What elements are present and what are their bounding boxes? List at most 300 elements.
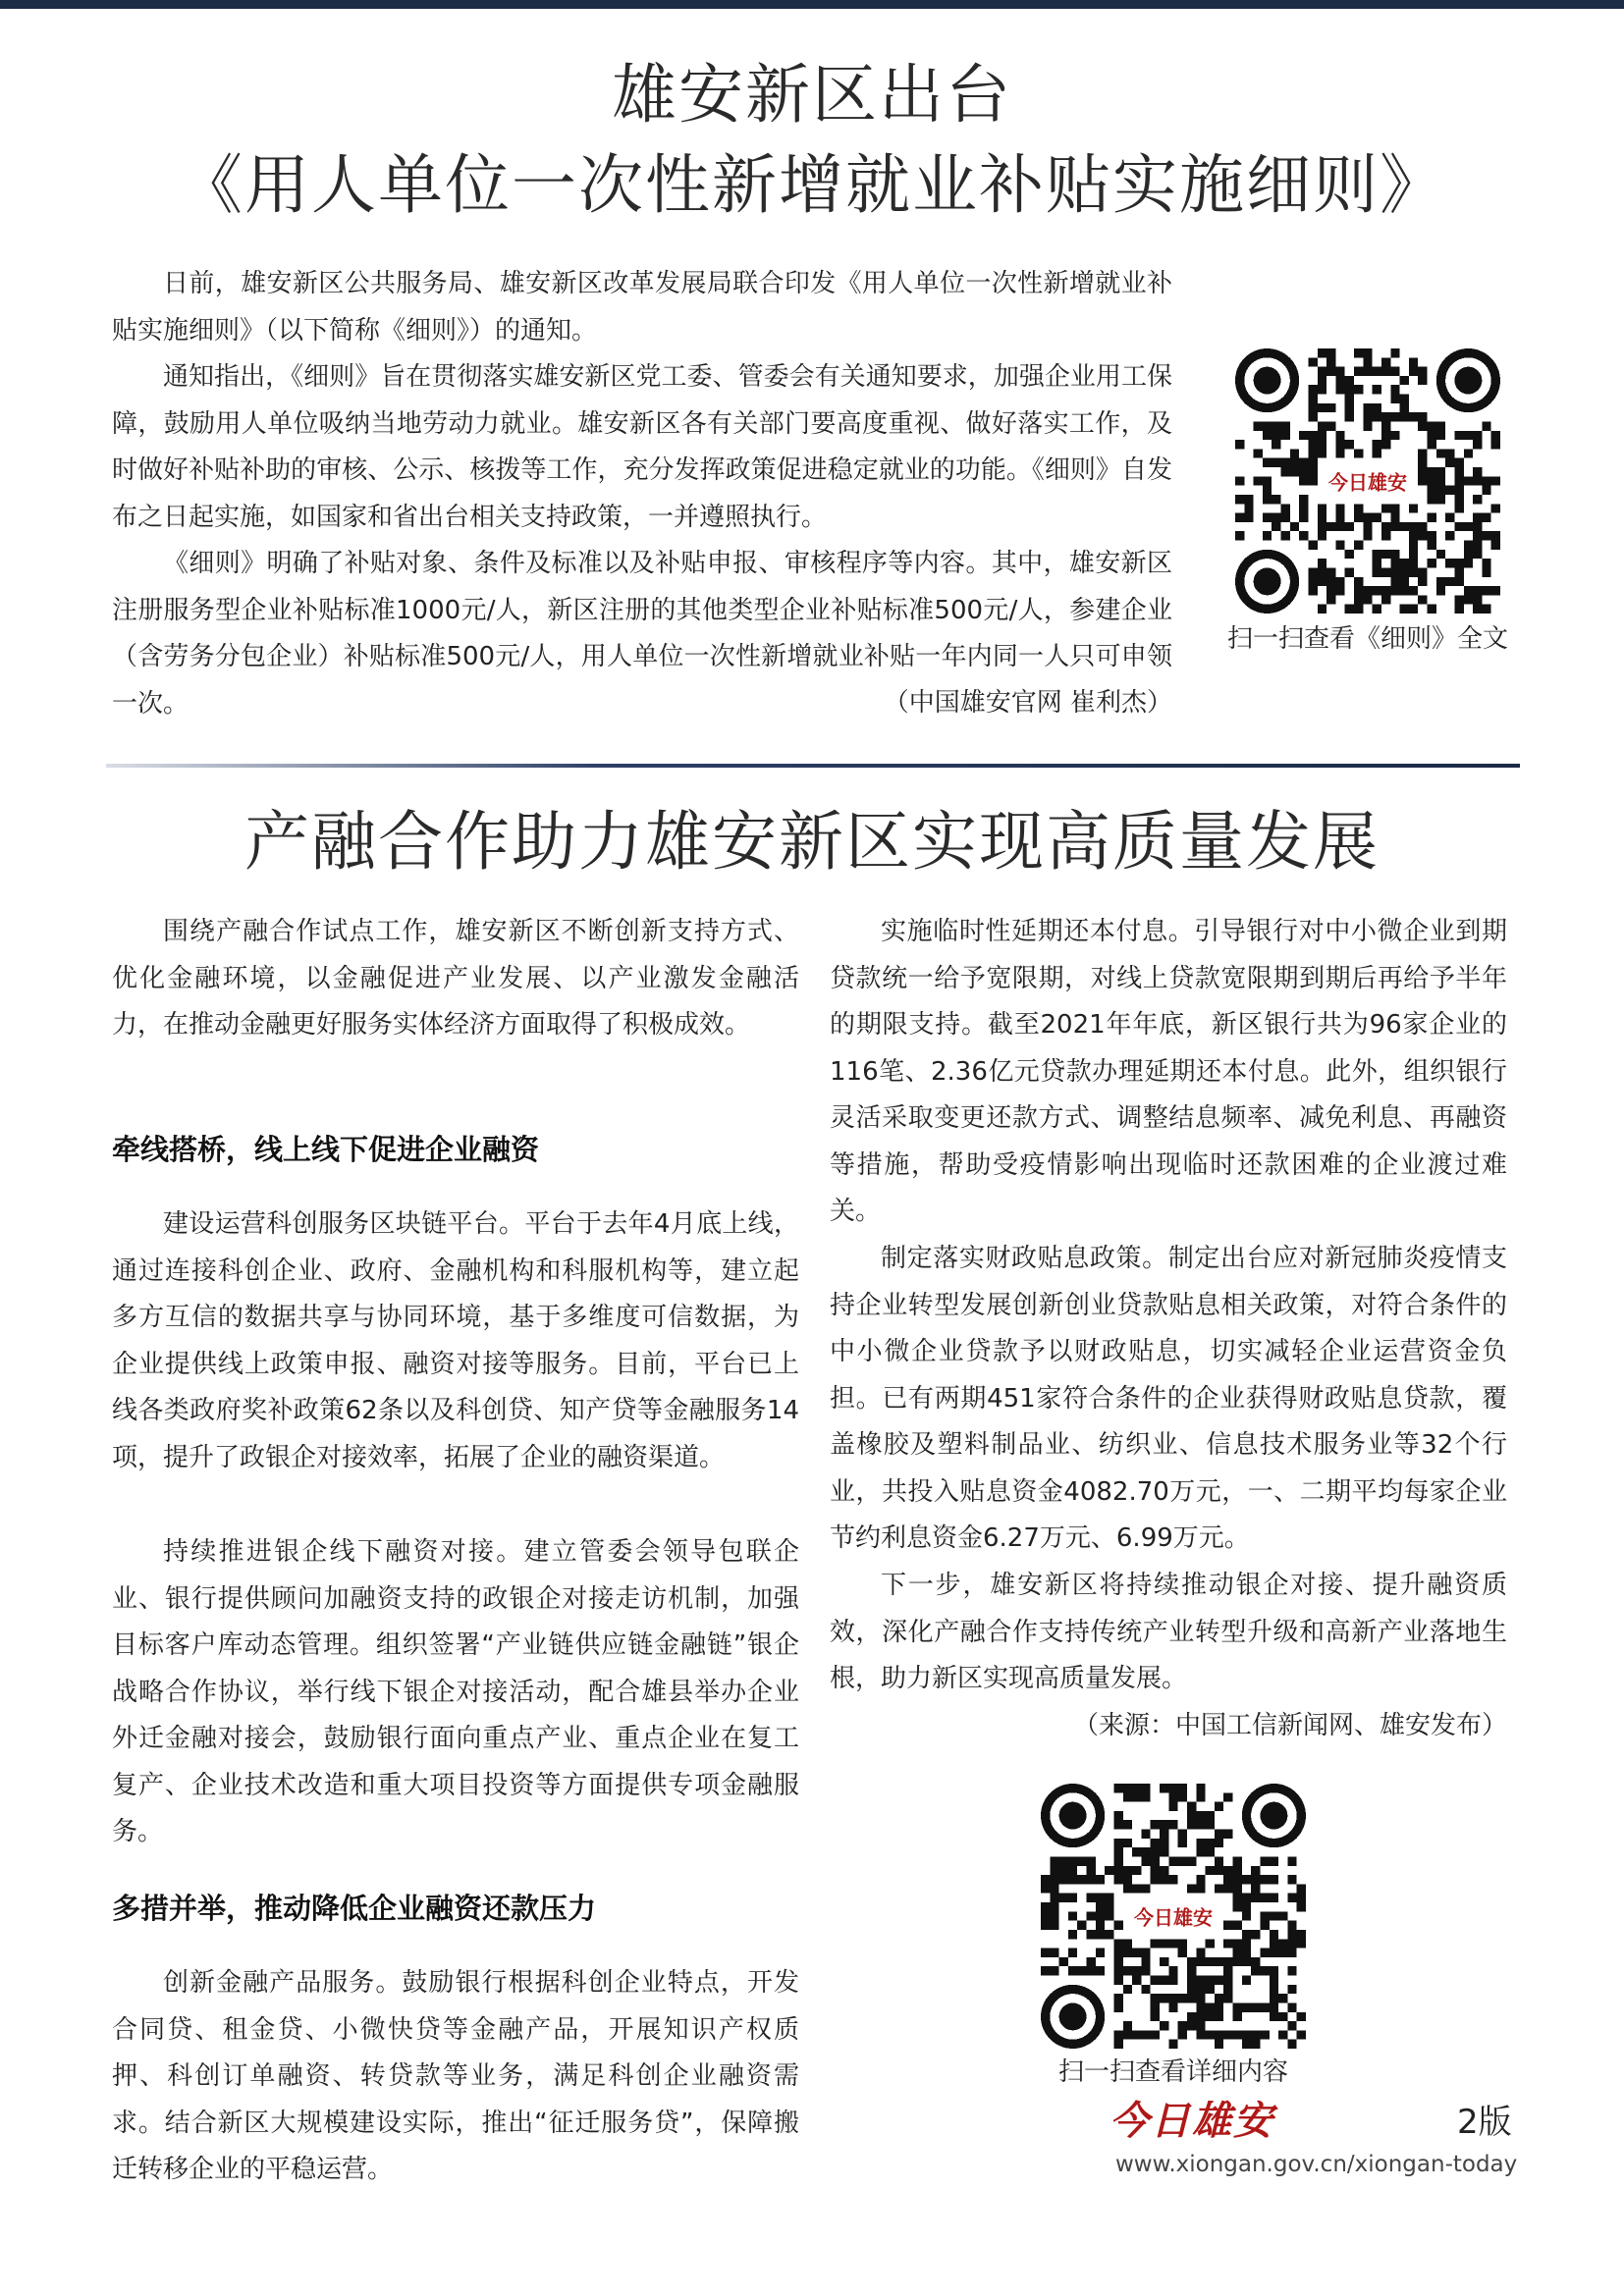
qr-module (1141, 1884, 1150, 1893)
qr-module (1178, 1856, 1187, 1865)
qr-module (1233, 1894, 1242, 1902)
qr-module (1123, 1839, 1132, 1847)
qr-module (1187, 1820, 1196, 1829)
qr-module (1123, 1875, 1132, 1884)
article1-title-line2: 《用人单位一次性新增就业补贴实施细则》 (178, 147, 1446, 223)
qr-module (1235, 495, 1244, 504)
qr-module (1178, 1949, 1187, 1957)
qr-module (1335, 440, 1344, 449)
qr-module (1242, 1911, 1251, 1920)
qr-module (1318, 567, 1326, 576)
qr-module (1473, 605, 1482, 614)
qr-module (1318, 449, 1326, 457)
qr-module (1473, 440, 1482, 449)
qr-module (1168, 1792, 1177, 1801)
qr-module (1096, 1875, 1105, 1884)
qr-module (1233, 1902, 1242, 1911)
qr-module (1409, 357, 1418, 366)
qr-module (1151, 2002, 1160, 2011)
qr-module (1299, 458, 1308, 467)
qr-module (1418, 376, 1427, 385)
qr-module (1113, 1784, 1122, 1792)
qr-module (1187, 1957, 1196, 1966)
qr-module (1482, 421, 1490, 430)
qr-module (1345, 403, 1354, 412)
qr-module (1187, 1994, 1196, 2002)
qr-module (1223, 1875, 1232, 1884)
qr-module (1400, 403, 1409, 412)
qr-module (1491, 531, 1500, 540)
qr-module (1318, 385, 1326, 394)
qr-module (1160, 1820, 1168, 1829)
qr-module (1187, 2021, 1196, 2030)
qr-module (1242, 2002, 1251, 2011)
qr-module (1428, 559, 1436, 567)
qr-module (1363, 513, 1372, 522)
qr-module (1278, 1994, 1287, 2002)
qr-module (1196, 1884, 1205, 1893)
qr-module (1428, 495, 1436, 504)
qr-module (1242, 1949, 1251, 1957)
qr-module (1297, 1894, 1306, 1902)
qr-module (1178, 1830, 1187, 1839)
qr-module (1242, 1894, 1251, 1902)
qr-module (1454, 486, 1463, 495)
left-paragraph: 创新金融产品服务。鼓励银行根据科创企业特点，开发合同贷、租金贷、小微快贷等金融产品，开展知识产权质押、科创订单融资、转贷款等业务，满足科创企业融资需求。结合新区大规模建设实际，推出“征迁服务贷”，保障搬迁转移企业的平稳运营。 (112, 1968, 799, 2184)
qr-module (1381, 586, 1390, 595)
qr-module (1363, 531, 1372, 540)
qr-module (1373, 586, 1381, 595)
qr-module (1345, 567, 1354, 576)
qr-module (1263, 486, 1272, 495)
qr-module (1242, 1875, 1251, 1884)
qr-module (1270, 1856, 1278, 1865)
qr-module (1041, 1884, 1050, 1893)
qr-module (1251, 1930, 1260, 1939)
qr-module (1287, 1966, 1296, 1975)
qr-module (1473, 522, 1482, 531)
qr-module (1428, 513, 1436, 522)
qr-module (1263, 513, 1272, 522)
qr-module (1428, 476, 1436, 485)
qr-module (1308, 541, 1317, 550)
qr-module (1113, 1957, 1122, 1966)
qr-module (1251, 2030, 1260, 2039)
qr-module (1141, 1792, 1150, 1801)
qr-module (1418, 476, 1427, 485)
qr-module (1454, 504, 1463, 512)
qr-module (1187, 2012, 1196, 2021)
qr-module (1287, 1949, 1296, 1957)
qr-module (1308, 431, 1317, 440)
qr-module (1050, 1966, 1058, 1975)
qr-module (1373, 605, 1381, 614)
qr-module (1491, 586, 1500, 595)
qr-module (1270, 1966, 1278, 1975)
qr-finder-center (1254, 367, 1281, 395)
qr-module (1178, 1994, 1187, 2002)
qr-module (1400, 586, 1409, 595)
qr-module (1096, 1949, 1105, 1957)
qr-module (1299, 504, 1308, 512)
qr-module (1354, 595, 1363, 604)
qr-module (1223, 1921, 1232, 1930)
qr-module (1160, 1994, 1168, 2002)
qr-module (1390, 577, 1399, 586)
qr-module (1436, 550, 1445, 559)
qr-module (1308, 449, 1317, 457)
qr-module (1087, 1930, 1096, 1939)
qr-module (1363, 421, 1372, 430)
qr-code-article1[interactable] (1235, 348, 1500, 614)
qr-module (1041, 1875, 1050, 1884)
qr-module (1215, 1856, 1223, 1865)
qr-module (1233, 2002, 1242, 2011)
qr-module (1113, 1976, 1122, 1985)
qr-module (1251, 1875, 1260, 1884)
left-paragraph: 建设运营科创服务区块链平台。平台于去年4月底上线，通过连接科创企业、政府、金融机构和科服机构等，建立起多方互信的数据共享与协同环境，基于多维度可信数据，为企业提供线上政策申报、融资对接等服务。目前，平台已上线各类政府奖补政策62条以及科创贷、知产贷等金融服务14项，提升了政银企对接效率，拓展了企业的融资渠道。 (112, 1209, 799, 1472)
qr-module (1409, 541, 1418, 550)
qr-module (1196, 1985, 1205, 1994)
qr-module (1418, 522, 1427, 531)
qr-module (1196, 1820, 1205, 1829)
qr-module (1178, 2021, 1187, 2030)
qr-module (1400, 605, 1409, 614)
qr-module (1354, 577, 1363, 586)
qr-module (1287, 1939, 1296, 1948)
qr-module (1160, 2021, 1168, 2030)
qr-module (1206, 1839, 1215, 1847)
qr-module (1123, 1866, 1132, 1875)
qr-module (1068, 1949, 1077, 1957)
qr-module (1287, 2040, 1296, 2049)
qr-module (1123, 1939, 1132, 1948)
qr-module (1087, 1957, 1096, 1966)
qr-module (1233, 1884, 1242, 1893)
qr-module (1260, 1949, 1269, 1957)
qr-module (1354, 504, 1363, 512)
qr-module (1168, 1784, 1177, 1792)
qr-module (1436, 586, 1445, 595)
qr-module (1050, 1894, 1058, 1902)
qr-module (1409, 367, 1418, 376)
qr-module (1318, 577, 1326, 586)
qr-module (1168, 2002, 1177, 2011)
qr-module (1096, 1902, 1105, 1911)
qr-module (1196, 2012, 1205, 2021)
qr-module (1223, 1966, 1232, 1975)
article2-title: 产融合作助力雄安新区实现高质量发展 (244, 804, 1380, 880)
right-paragraph: 实施临时性延期还本付息。引导银行对中小微企业到期贷款统一给予宽限期，对线上贷款宽限期到期后再给予半年的期限支持。截至2021年年底，新区银行共为96家企业的116笔、2.36亿元贷款办理延期还本付息。此外，组织银行灵活采取变更还款方式、调整结息频率、减免利息、再融资等措施，帮助受疫情影响出现临时还款困难的企业渡过难关。 (830, 917, 1507, 1226)
qr-module (1068, 1856, 1077, 1865)
qr-module (1373, 403, 1381, 412)
qr-module (1087, 1875, 1096, 1884)
qr-module (1428, 421, 1436, 430)
qr-module (1287, 2021, 1296, 2030)
qr-module (1141, 1949, 1150, 1957)
qr-module (1113, 1921, 1122, 1930)
qr-module (1254, 476, 1263, 485)
qr-module (1445, 577, 1454, 586)
qr-module (1087, 1856, 1096, 1865)
qr-module (1345, 395, 1354, 403)
qr-module (1168, 1802, 1177, 1811)
qr-module (1299, 431, 1308, 440)
qr-module (1160, 1957, 1168, 1966)
qr-module (1260, 1875, 1269, 1884)
qr-module (1196, 1875, 1205, 1884)
qr-module (1418, 449, 1427, 457)
qr-module (1473, 476, 1482, 485)
qr-module (1272, 421, 1280, 430)
qr-module (1345, 385, 1354, 394)
qr-module (1242, 1902, 1251, 1911)
qr-module (1308, 412, 1317, 421)
qr-module (1400, 412, 1409, 421)
qr-module (1123, 1792, 1132, 1801)
qr-module (1233, 1921, 1242, 1930)
qr-module (1141, 2030, 1150, 2039)
qr-module (1287, 2002, 1296, 2011)
qr-module (1473, 513, 1482, 522)
qr-module (1270, 1939, 1278, 1948)
qr-module (1272, 495, 1280, 504)
qr-module (1436, 421, 1445, 430)
qr-module (1196, 1976, 1205, 1985)
qr-module (1187, 1811, 1196, 1820)
qr-module (1187, 1976, 1196, 1985)
subhead-2: 多措并举，推动降低企业融资还款压力 (112, 1892, 597, 1925)
qr-module (1354, 367, 1363, 376)
qr-finder-center (1260, 1802, 1287, 1830)
qr-module (1428, 541, 1436, 550)
qr-module (1454, 495, 1463, 504)
qr-module (1223, 1830, 1232, 1839)
qr-module (1059, 1875, 1068, 1884)
qr-module (1373, 559, 1381, 567)
qr-module (1151, 2012, 1160, 2021)
qr-module (1318, 559, 1326, 567)
qr-module (1168, 2040, 1177, 2049)
brand-logo: 今日雄安 (1110, 2098, 1274, 2144)
qr-module (1308, 458, 1317, 467)
qr-module (1390, 559, 1399, 567)
qr-code-article2[interactable] (1041, 1784, 1306, 2049)
qr-module (1206, 1820, 1215, 1829)
qr-module (1077, 1856, 1086, 1865)
qr-module (1428, 467, 1436, 476)
qr-caption-article1: 扫一扫查看《细则》全文 (1226, 624, 1508, 654)
qr-module (1270, 1949, 1278, 1957)
qr-module (1363, 595, 1372, 604)
qr-module (1087, 1866, 1096, 1875)
qr-module (1454, 431, 1463, 440)
qr-module (1445, 531, 1454, 540)
qr-module (1299, 495, 1308, 504)
qr-logo: 今日雄安 (1124, 1896, 1222, 1937)
qr-module (1335, 541, 1344, 550)
qr-module (1160, 1839, 1168, 1847)
qr-module (1381, 440, 1390, 449)
qr-module (1151, 1976, 1160, 1985)
subhead-1: 牵线搭桥，线上线下促进企业融资 (112, 1133, 540, 1166)
qr-module (1445, 486, 1454, 495)
qr-module (1242, 1976, 1251, 1985)
qr-module (1308, 586, 1317, 595)
qr-module (1318, 605, 1326, 614)
qr-module (1263, 476, 1272, 485)
qr-module (1215, 1830, 1223, 1839)
qr-module (1196, 2002, 1205, 2011)
qr-module (1482, 513, 1490, 522)
qr-module (1141, 1847, 1150, 1856)
qr-module (1233, 1856, 1242, 1865)
qr-module (1464, 595, 1473, 604)
right-paragraph: 下一步，雄安新区将持续推动银企对接、提升融资质效，深化产融合作支持传统产业转型升级和高新产业落地生根，助力新区实现高质量发展。 (830, 1571, 1507, 1693)
qr-module (1168, 1875, 1177, 1884)
qr-module (1160, 1939, 1168, 1948)
qr-module (1436, 449, 1445, 457)
qr-module (1326, 577, 1335, 586)
qr-module (1270, 2012, 1278, 2021)
qr-module (1345, 605, 1354, 614)
qr-module (1223, 1939, 1232, 1948)
qr-module (1233, 1866, 1242, 1875)
qr-module (1318, 348, 1326, 357)
qr-module (1113, 1839, 1122, 1847)
qr-module (1428, 440, 1436, 449)
qr-module (1132, 1976, 1141, 1985)
qr-module (1454, 577, 1463, 586)
qr-caption-article2: 扫一扫查看详细内容 (1057, 2057, 1288, 2087)
qr-module (1215, 2040, 1223, 2049)
qr-module (1251, 2002, 1260, 2011)
qr-module (1160, 1976, 1168, 1985)
qr-module (1318, 440, 1326, 449)
qr-module (1050, 1902, 1058, 1911)
qr-module (1299, 513, 1308, 522)
qr-module (1381, 412, 1390, 421)
qr-module (1308, 567, 1317, 576)
qr-module (1168, 1820, 1177, 1829)
qr-module (1151, 1820, 1160, 1829)
qr-module (1354, 513, 1363, 522)
qr-module (1270, 1930, 1278, 1939)
article1-title-line1: 雄安新区出台 (612, 57, 1012, 133)
qr-module (1270, 1894, 1278, 1902)
qr-module (1272, 513, 1280, 522)
qr-module (1050, 1911, 1058, 1920)
qr-module (1223, 1792, 1232, 1801)
qr-module (1196, 1847, 1205, 1856)
footer-url[interactable]: www.xiongan.gov.cn/xiongan-today (1115, 2152, 1518, 2177)
qr-module (1254, 421, 1263, 430)
qr-module (1354, 449, 1363, 457)
qr-module (1381, 567, 1390, 576)
qr-module (1390, 431, 1399, 440)
qr-module (1113, 1875, 1122, 1884)
qr-module (1113, 1966, 1122, 1975)
qr-module (1409, 605, 1418, 614)
qr-module (1260, 1966, 1269, 1975)
right-paragraph: 制定落实财政贴息政策。制定出台应对新冠肺炎疫情支持企业转型发展创新创业贷款贴息相关政策，对符合条件的中小微企业贷款予以财政贴息，切实减轻企业运营资金负担。已有两期451家符合条件的企业获得财政贴息贷款，覆盖橡胶及塑料制品业、纺织业、信息技术服务业等32个行业，共投入贴息资金4082.70万元，一、二期平均每家企业节约利息资金6.27万元、6.99万元。 (830, 1244, 1507, 1553)
qr-module (1287, 1894, 1296, 1902)
qr-module (1335, 513, 1344, 522)
qr-module (1381, 522, 1390, 531)
qr-module (1297, 1902, 1306, 1911)
qr-module (1373, 449, 1381, 457)
qr-module (1390, 522, 1399, 531)
qr-module (1482, 486, 1490, 495)
qr-module (1400, 559, 1409, 567)
article2-intro: 围绕产融合作试点工作，雄安新区不断创新支持方式、优化金融环境，以金融促进产业发展、以产业激发金融活力，在推动金融更好服务实体经济方面取得了积极成效。 (112, 917, 799, 1040)
qr-module (1308, 577, 1317, 586)
qr-module (1187, 1966, 1196, 1975)
qr-module (1260, 1911, 1269, 1920)
qr-module (1464, 559, 1473, 567)
qr-module (1400, 577, 1409, 586)
qr-module (1270, 1994, 1278, 2002)
qr-module (1287, 1985, 1296, 1994)
qr-module (1270, 1985, 1278, 1994)
qr-module (1373, 385, 1381, 394)
qr-module (1041, 1966, 1050, 1975)
qr-module (1141, 1830, 1150, 1839)
qr-module (1242, 1930, 1251, 1939)
qr-module (1318, 513, 1326, 522)
qr-module (1454, 522, 1463, 531)
qr-module (1354, 348, 1363, 357)
qr-module (1160, 1784, 1168, 1792)
qr-module (1235, 476, 1244, 485)
qr-module (1223, 1994, 1232, 2002)
qr-module (1059, 1856, 1068, 1865)
qr-module (1151, 1994, 1160, 2002)
qr-module (1270, 1976, 1278, 1985)
qr-module (1381, 595, 1390, 604)
qr-module (1244, 513, 1253, 522)
qr-module (1242, 1939, 1251, 1948)
qr-module (1308, 467, 1317, 476)
qr-module (1206, 2012, 1215, 2021)
qr-module (1077, 1966, 1086, 1975)
qr-module (1318, 376, 1326, 385)
qr-module (1270, 1911, 1278, 1920)
qr-module (1345, 550, 1354, 559)
qr-module (1287, 1921, 1296, 1930)
qr-module (1260, 1894, 1269, 1902)
qr-module (1281, 504, 1290, 512)
qr-module (1132, 1792, 1141, 1801)
qr-module (1168, 1856, 1177, 1865)
qr-logo: 今日雄安 (1319, 461, 1417, 502)
qr-module (1132, 1966, 1141, 1975)
qr-module (1096, 1894, 1105, 1902)
qr-module (1335, 367, 1344, 376)
qr-module (1318, 504, 1326, 512)
qr-module (1206, 1939, 1215, 1948)
qr-module (1318, 431, 1326, 440)
qr-module (1263, 531, 1272, 540)
qr-module (1318, 421, 1326, 430)
qr-module (1278, 2030, 1287, 2039)
qr-module (1206, 1811, 1215, 1820)
qr-module (1206, 1985, 1215, 1994)
qr-module (1235, 531, 1244, 540)
qr-module (1428, 486, 1436, 495)
qr-module (1400, 395, 1409, 403)
qr-module (1215, 1976, 1223, 1985)
